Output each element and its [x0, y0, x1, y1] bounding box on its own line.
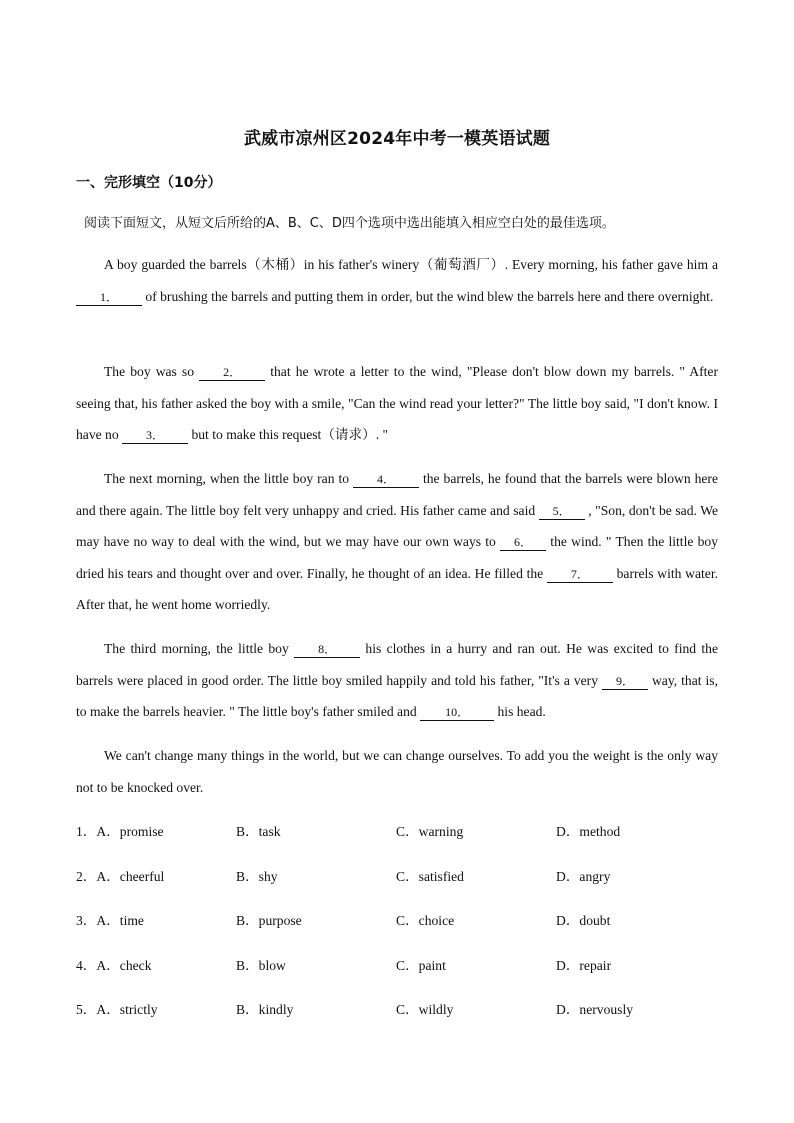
answer-options	[76, 820, 736, 1043]
passage-paragraph-5: We can't change many things in the world, but we can change ourselves. To add you the weight is the only way not to be knocked over.	[76, 748, 718, 795]
passage-text: his head.	[494, 704, 546, 719]
passage-paragraph-1	[76, 249, 718, 312]
passage-text: that he wrote a letter to the wind, "Please don't blow down my barrels. " After seeing that, his father asked the boy with a smile, "Can the wind read your letter?" The little boy said, "I don't know. I have no	[76, 364, 718, 442]
option-a: 3．A．time	[76, 913, 144, 928]
option-c: C．paint	[396, 957, 446, 973]
passage-text: The next morning, when the little boy ran to	[104, 471, 354, 486]
passage-text: The boy was so	[104, 364, 200, 379]
passage-paragraph-4	[76, 633, 718, 728]
passage-text: but to make this request（请求）. "	[188, 427, 389, 442]
option-b: B．blow	[236, 957, 286, 973]
passage-text: the barrels, he found that the barrels were blown here and there again. The little boy felt very unhappy and cried. His father came and said	[76, 471, 718, 518]
passage-text: , "Son, don't be sad. We may have no way to deal with the wind, but we may have our own ways to	[76, 502, 718, 549]
blank-10: 10．	[420, 704, 494, 721]
option-b: B．task	[236, 824, 281, 839]
option-b: B．kindly	[236, 1002, 294, 1017]
passage-text: A boy guarded the barrels（木桶）in his father's winery（葡萄酒厂）. Every morning, his father gave him a	[104, 257, 718, 272]
blank-4: 4．	[353, 471, 419, 488]
option-d: D．repair	[556, 957, 612, 973]
passage-text: way, that is, to make the barrels heavier. " The little boy's father smiled and	[76, 672, 718, 719]
section-heading: 一、完形填空（10分）	[76, 175, 222, 191]
instruction-text: 阅读下面短文，从短文后所给的A、B、C、D四个选项中选出能填入相应空白处的最佳选项。	[84, 216, 615, 231]
question-options-1	[76, 820, 736, 865]
question-options-5	[76, 998, 736, 1043]
question-options-4	[76, 954, 736, 999]
blank-2: 2．	[199, 364, 265, 381]
option-d: D．doubt	[556, 913, 611, 928]
passage-text: barrels with water. After that, he went home worriedly.	[76, 565, 719, 612]
option-c: C．warning	[396, 824, 464, 839]
document-title: 武威市凉州区2024年中考一模英语试题	[243, 129, 551, 149]
blank-3: 3．	[122, 427, 188, 444]
option-a: 2．A．cheerful	[76, 868, 165, 884]
option-a: 4．A．check	[76, 957, 152, 973]
option-b: B．shy	[236, 868, 278, 884]
passage-text: The third morning, the little boy	[104, 641, 295, 656]
blank-8: 8．	[294, 641, 360, 658]
passage-text: the wind. " Then the little boy dried his tears and thought over and over. Finally, he thought of an idea. He filled the	[76, 534, 718, 581]
question-options-2	[76, 865, 736, 910]
option-a: 1．A．promise	[76, 824, 164, 839]
question-options-3	[76, 909, 736, 954]
blank-6: 6．	[500, 534, 546, 551]
option-c: C．wildly	[396, 1002, 454, 1017]
option-c: C．satisfied	[396, 868, 464, 884]
blank-1: 1．	[76, 289, 142, 306]
passage-paragraph-2	[76, 356, 718, 451]
option-d: D．method	[556, 824, 621, 839]
passage-text: his clothes in a hurry and ran out. He was excited to find the barrels were placed in good order. The little boy smiled happily and told his father, "It's a very	[76, 641, 719, 688]
blank-9: 9．	[602, 673, 648, 690]
option-d: D．angry	[556, 868, 611, 884]
option-a: 5．A．strictly	[76, 1002, 158, 1017]
option-d: D．nervously	[556, 1002, 634, 1017]
blank-7: 7．	[547, 566, 613, 583]
option-c: C．choice	[396, 913, 455, 928]
passage-paragraph-3	[76, 463, 718, 621]
blank-5: 5．	[539, 503, 585, 520]
passage-text: of brushing the barrels and putting them in order, but the wind blew the barrels here and there overnight.	[142, 288, 714, 304]
option-b: B．purpose	[236, 913, 302, 928]
